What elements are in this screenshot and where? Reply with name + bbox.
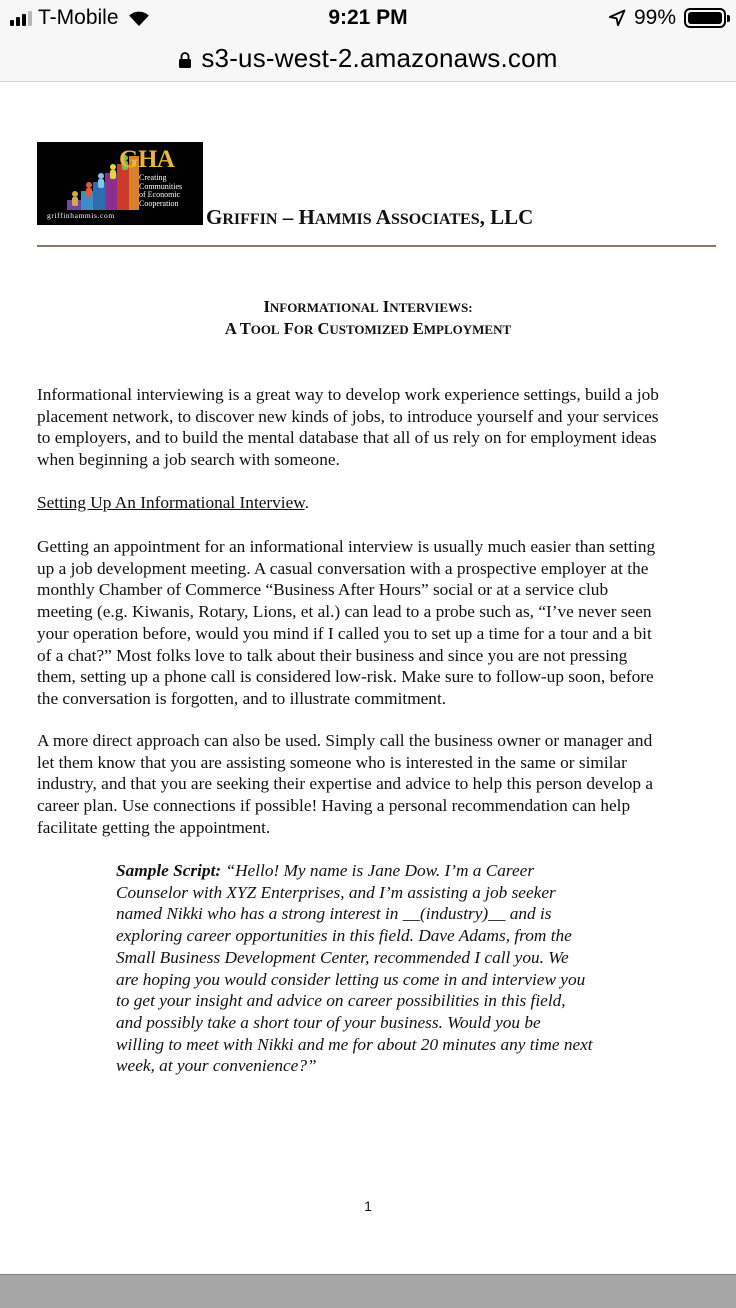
title-part: C	[317, 319, 330, 338]
paragraph-line: the conversation is forgotten, and to illustrate commitment.	[37, 688, 447, 708]
title-part: F	[283, 319, 294, 338]
paragraph-line: let them know that you are assisting someone who is interested in the same or similar	[37, 752, 627, 772]
title-part: NFORMATIONAL	[269, 300, 379, 315]
location-arrow-icon	[608, 9, 626, 27]
battery-tip	[727, 15, 730, 22]
logo-tagline-line: Cooperation	[139, 198, 179, 208]
status-bar-right	[608, 6, 726, 30]
title-part: E	[412, 319, 424, 338]
status-bar-time: 9:21 PM	[328, 6, 408, 29]
sample-script-line: are hoping you would consider letting us come in and interview you	[116, 969, 586, 989]
paragraph-line: placement network, to discover new kinds of jobs, to introduce yourself and your services	[37, 406, 659, 426]
title-part: OR	[293, 322, 314, 337]
logo-tagline	[139, 174, 203, 208]
logo-initials: GHA	[119, 146, 175, 173]
paragraph-direct-approach	[37, 730, 727, 839]
title-part: USTOMIZED	[329, 322, 409, 337]
section-heading-text: Setting Up An Informational Interview	[37, 493, 305, 512]
title-part: T	[239, 319, 251, 338]
logo-tagline-line: of Economic	[139, 190, 181, 199]
title-part: I	[382, 297, 390, 316]
document-title-line-1	[0, 297, 736, 317]
page-number: 1	[364, 1198, 372, 1214]
company-name-part: H	[298, 205, 315, 229]
paragraph-line: monthly Chamber of Commerce “Business After Hours” social or at a service club	[37, 580, 609, 600]
company-name-part: A	[375, 205, 391, 229]
paragraph-line: when beginning a job search with someone.	[37, 450, 340, 470]
paragraph-line: meeting (e.g. Kiwanis, Rotary, Lions, et al.) can lead to a probe such as, “I’ve never seen	[37, 602, 652, 622]
company-name	[206, 205, 533, 230]
company-name-part: G	[206, 205, 223, 229]
sample-script-line: named Nikki who has a strong interest in __(industry)__ and is	[116, 904, 552, 924]
document-title-line-2	[0, 319, 736, 339]
title-part: A	[224, 319, 236, 338]
sample-script-line: exploring career opportunities in this field. Dave Adams, from the	[116, 926, 572, 946]
sample-script-line: to get your insight and advice on career possibilities in this field,	[116, 991, 566, 1011]
paragraph-line: to employers, and to build the mental database that all of us rely on for employment ideas	[37, 428, 657, 448]
battery-percentage: 99%	[633, 6, 676, 29]
paragraph-getting-appointment	[37, 536, 727, 710]
logo-tagline-line: Communities	[139, 181, 183, 191]
sample-script-text: “Hello! My name is Jane Dow. I’m a Career	[221, 861, 535, 880]
logo-website: griffinhammis.com	[47, 211, 115, 220]
company-name-part: , LLC	[479, 205, 534, 229]
battery-level-fill	[688, 12, 722, 24]
sample-script-line: week, at your convenience?”	[116, 1056, 317, 1076]
paragraph-line: your operation before, would you mind if I called you to set up a time for a tour and a bit	[37, 623, 652, 643]
company-name-part: AMMIS	[314, 211, 372, 228]
paragraph-line: up a job development meeting. A casual conversation with a prospective employer at the	[37, 558, 649, 578]
section-heading-period: .	[304, 493, 309, 512]
title-part: MPLOYMENT	[423, 322, 512, 337]
company-name-part: RIFFIN	[222, 211, 278, 228]
paragraph-line: A more direct approach can also be used. Simply call the business owner or manager and	[37, 731, 653, 750]
carrier-name: T-Mobile	[38, 6, 119, 29]
paragraph-line: facilitate getting the appointment.	[37, 817, 271, 837]
header-divider	[37, 245, 716, 247]
paragraph-line: Getting an appointment for an informational interview is usually much easier than setting	[37, 537, 656, 556]
section-heading	[37, 492, 309, 514]
title-part: OOL	[250, 322, 280, 337]
sample-script-line: Counselor with XYZ Enterprises, and I’m assisting a job seeker	[116, 882, 556, 902]
title-part: NTERVIEWS:	[389, 300, 473, 315]
battery-icon	[684, 8, 726, 28]
title-part: I	[263, 297, 270, 316]
status-bar	[0, 0, 736, 36]
paragraph-line: Informational interviewing is a great way to develop work experience settings, build a job	[37, 385, 659, 404]
sample-script-line: and possibly take a short tour of your business. Would you be	[116, 1012, 541, 1032]
bottom-toolbar	[0, 1275, 736, 1308]
address-bar[interactable]	[0, 36, 736, 82]
sample-script-first-line	[116, 860, 656, 882]
gha-logo	[37, 142, 203, 225]
paragraph-line: industry, and that you are seeking their expertise and advice to help this person develop a	[37, 774, 654, 794]
sample-script-line: willing to meet with Nikki and me for about 20 minutes any time next	[116, 1034, 593, 1054]
sample-script-block	[116, 860, 656, 1077]
lock-icon	[178, 51, 192, 69]
sample-script-line: Small Business Development Center, recommended I call you. We	[116, 947, 569, 967]
paragraph-line: career plan. Use connections if possible! Having a personal recommendation can help	[37, 796, 631, 816]
company-name-part: –	[277, 205, 299, 229]
logo-tagline-line: Creating	[139, 173, 167, 182]
sample-script-label: Sample Script:	[116, 861, 222, 880]
paragraph-intro	[37, 384, 727, 471]
pdf-page	[0, 83, 736, 1275]
paragraph-line: them, setting up a phone call is considered low-risk. Make sure to follow-up soon, before	[37, 667, 654, 687]
paragraph-line: of a chat?” Most folks love to talk about their business and since you are not pressing	[37, 645, 628, 665]
page-url[interactable]: s3-us-west-2.amazonaws.com	[201, 43, 558, 73]
company-name-part: SSOCIATES	[390, 211, 480, 228]
